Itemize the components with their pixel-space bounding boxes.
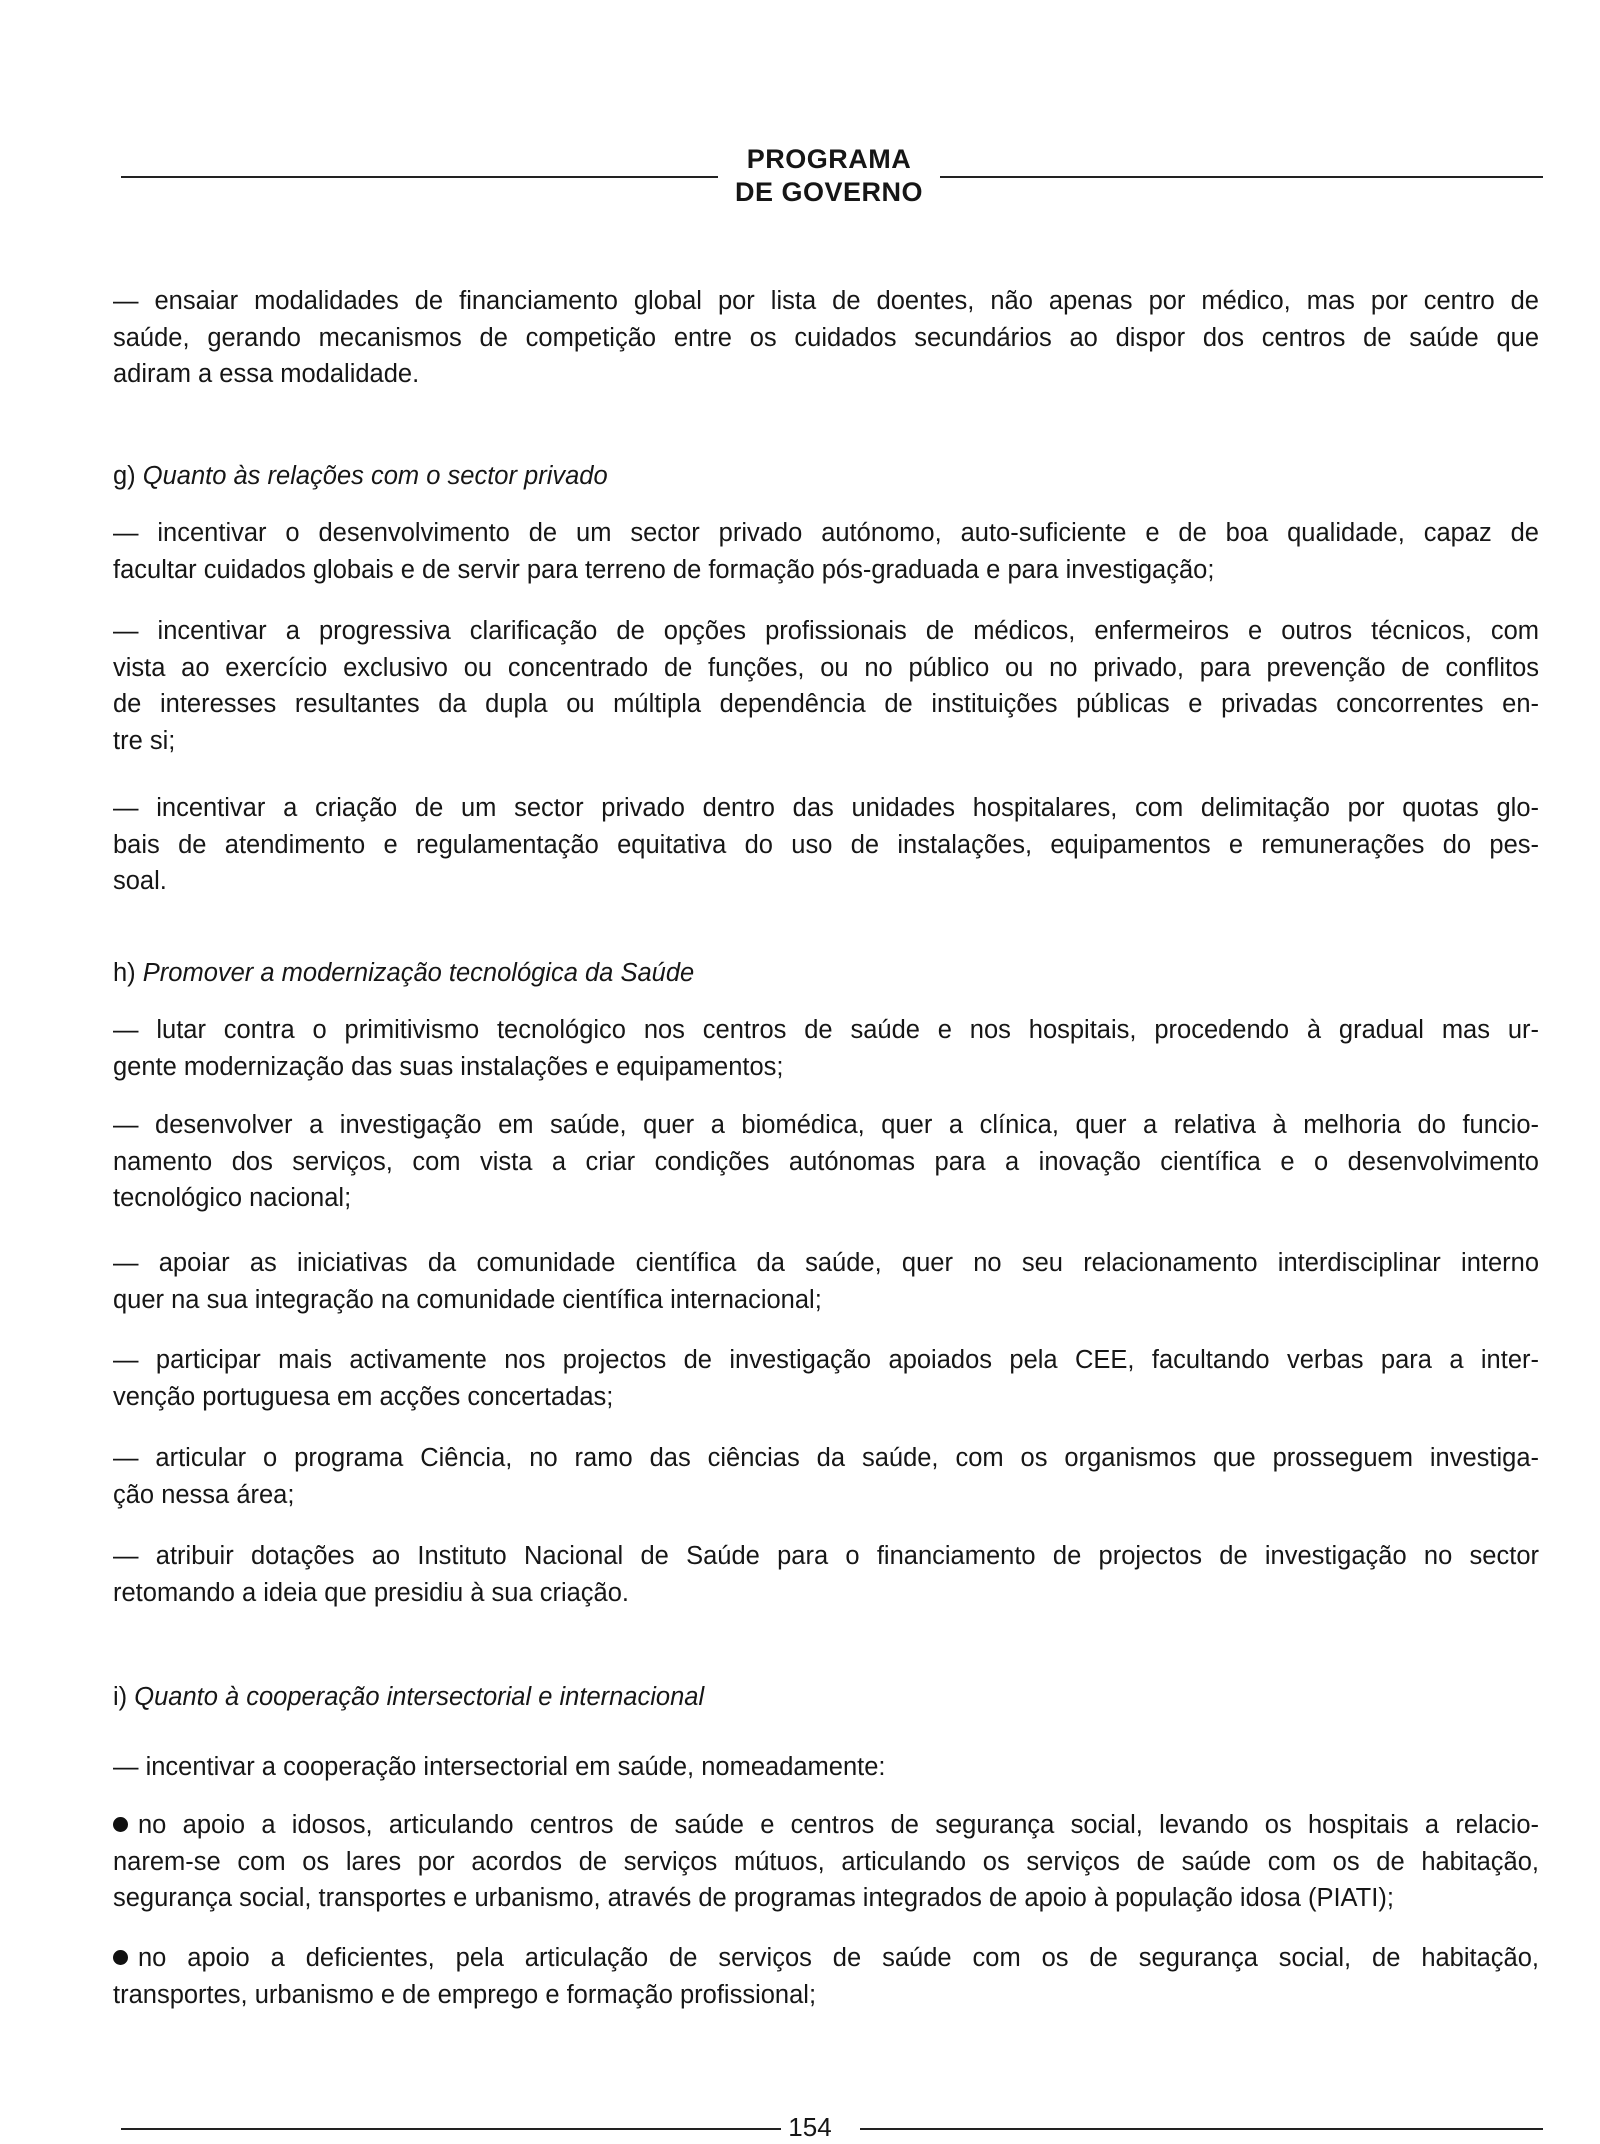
section-heading	[113, 1679, 1539, 1716]
text-line	[113, 723, 1539, 760]
line-text: — apoiar as iniciativas da comunidade científica da saúde, quer no seu relacionamento interdisciplinar interno	[113, 1249, 1539, 1277]
section-heading	[113, 955, 1539, 992]
paragraph	[113, 283, 1539, 393]
line-text: retomando a ideia que presidiu à sua criação.	[113, 1578, 629, 1607]
line-text: no apoio a deficientes, pela articulação de serviços de saúde com os de segurança social, de habitação,	[138, 1944, 1539, 1972]
line-text: vista ao exercício exclusivo ou concentrado de funções, ou no público ou no privado, para prevenção de conflitos	[113, 653, 1539, 682]
line-text: — articular o programa Ciência, no ramo das ciências da saúde, com os organismos que prosseguem investiga-	[113, 1444, 1539, 1472]
text-line	[113, 1977, 1539, 2014]
line-text: — lutar contra o primitivismo tecnológico nos centros de saúde e nos hospitais, procedendo à gradual mas ur-	[113, 1016, 1539, 1044]
line-text: segurança social, transportes e urbanismo, através de programas integrados de apoio à população idosa (PIATI);	[113, 1884, 1394, 1912]
section-label: g)	[113, 462, 143, 490]
paragraph	[113, 1440, 1539, 1513]
paragraph	[113, 1749, 1539, 1786]
text-line	[113, 1049, 1539, 1086]
text-line	[113, 1379, 1539, 1416]
header-rule-right	[940, 176, 1543, 178]
bullet-icon	[113, 1817, 128, 1832]
footer-rule-right	[860, 2128, 1543, 2130]
line-text: tecnológico nacional;	[113, 1184, 352, 1212]
line-text: transportes, urbanismo e de emprego e formação profissional;	[113, 1980, 817, 2009]
text-line	[113, 1012, 1539, 1049]
line-text: quer na sua integração na comunidade científica internacional;	[113, 1285, 822, 1314]
line-text: namento dos serviços, com vista a criar condições autónomas para a inovação científica e o desenvolvimento	[113, 1147, 1539, 1176]
text-line	[113, 1679, 1539, 1716]
text-line	[113, 1245, 1539, 1282]
bullet-icon	[113, 1950, 128, 1965]
text-line	[113, 686, 1539, 723]
paragraph	[113, 1107, 1539, 1217]
line-text: saúde, gerando mecanismos de competição entre os cuidados secundários ao dispor dos centros de saúde que	[113, 323, 1539, 352]
line-text: — ensaiar modalidades de financiamento global por lista de doentes, não apenas por médico, mas por centro de	[113, 287, 1539, 315]
text-line	[113, 515, 1539, 552]
text-line	[113, 1749, 1539, 1786]
text-line	[113, 1477, 1539, 1514]
paragraph	[113, 515, 1539, 588]
paragraph	[113, 1538, 1539, 1611]
text-line	[113, 827, 1539, 864]
text-line	[113, 1180, 1539, 1217]
text-line	[113, 458, 1539, 495]
running-header-line2: DE GOVERNO	[734, 177, 924, 207]
section-title: Promover a modernização tecnológica da Saúde	[142, 959, 695, 987]
text-line	[113, 1940, 1539, 1977]
footer-rule-left	[121, 2128, 781, 2130]
line-text: no apoio a idosos, articulando centros de saúde e centros de segurança social, levando os hospitais a relacio-	[138, 1811, 1539, 1839]
line-text: — incentivar o desenvolvimento de um sector privado autónomo, auto-suficiente e de boa qualidade, capaz de	[113, 519, 1539, 547]
section-label: i)	[113, 1683, 135, 1711]
line-text: ção nessa área;	[113, 1480, 295, 1509]
line-text: venção portuguesa em acções concertadas;	[113, 1382, 614, 1411]
text-line	[113, 1807, 1539, 1844]
text-line	[113, 613, 1539, 650]
line-text: narem-se com os lares por acordos de serviços mútuos, articulando os serviços de saúde com os de habitação,	[113, 1847, 1539, 1876]
text-line	[113, 863, 1539, 900]
text-line	[113, 650, 1539, 687]
line-text: — desenvolver a investigação em saúde, quer a biomédica, quer a clínica, quer a relativa à melhoria do funcio-	[113, 1111, 1539, 1139]
page-number: 154	[788, 2112, 832, 2142]
line-text: — incentivar a cooperação intersectorial em saúde, nomeadamente:	[113, 1753, 886, 1781]
line-text: soal.	[113, 867, 167, 895]
text-line	[113, 1844, 1539, 1881]
line-text: — atribuir dotações ao Instituto Nacional de Saúde para o financiamento de projectos de investigação no sector	[113, 1542, 1539, 1570]
text-line	[113, 1440, 1539, 1477]
bullet-item	[113, 1940, 1539, 2013]
text-line	[113, 1538, 1539, 1575]
text-line	[113, 1575, 1539, 1612]
text-line	[113, 955, 1539, 992]
paragraph	[113, 1245, 1539, 1318]
bullet-item	[113, 1807, 1539, 1917]
text-line	[113, 1342, 1539, 1379]
paragraph	[113, 1342, 1539, 1415]
line-text: — incentivar a progressiva clarificação de opções profissionais de médicos, enfermeiros e outros técnicos, com	[113, 617, 1539, 645]
paragraph	[113, 790, 1539, 900]
line-text: — participar mais activamente nos projectos de investigação apoiados pela CEE, facultando verbas para a inter-	[113, 1346, 1539, 1374]
text-line	[113, 1282, 1539, 1319]
paragraph	[113, 1012, 1539, 1085]
text-line	[113, 1880, 1539, 1917]
text-line	[113, 1107, 1539, 1144]
header-rule-left	[121, 176, 718, 178]
text-line	[113, 320, 1539, 357]
line-text: bais de atendimento e regulamentação equitativa do uso de instalações, equipamentos e remunerações do pes-	[113, 830, 1539, 859]
text-line	[113, 552, 1539, 589]
line-text: facultar cuidados globais e de servir para terreno de formação pós-graduada e para investigação;	[113, 555, 1215, 584]
line-text: — incentivar a criação de um sector privado dentro das unidades hospitalares, com delimitação por quotas glo-	[113, 794, 1539, 822]
line-text: adiram a essa modalidade.	[113, 360, 420, 388]
text-line	[113, 790, 1539, 827]
section-label: h)	[113, 959, 143, 987]
running-header-line1: PROGRAMA	[746, 144, 912, 174]
text-line	[113, 1144, 1539, 1181]
text-line	[113, 356, 1539, 393]
paragraph	[113, 613, 1539, 759]
line-text: de interesses resultantes da dupla ou múltipla dependência de instituições públicas e privadas concorrentes en-	[113, 690, 1539, 718]
section-title: Quanto à cooperação intersectorial e internacional	[134, 1683, 705, 1711]
text-line	[113, 283, 1539, 320]
line-text: gente modernização das suas instalações e equipamentos;	[113, 1052, 784, 1081]
section-title: Quanto às relações com o sector privado	[142, 462, 608, 490]
section-heading	[113, 458, 1539, 495]
line-text: tre si;	[113, 726, 176, 755]
